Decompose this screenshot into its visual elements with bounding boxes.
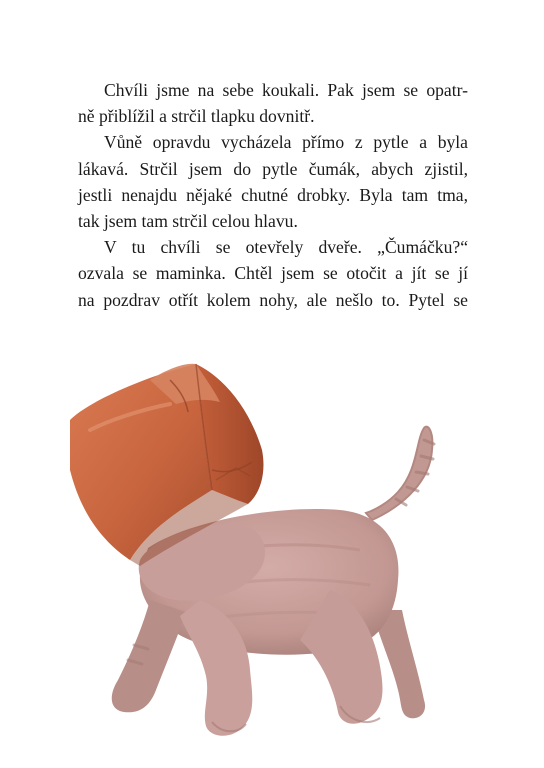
story-text — [78, 77, 468, 313]
story-line: Vůně opravdu vycházela přímo z pytle a byla — [104, 132, 468, 153]
story-line: Chvíli jsme na sebe koukali. Pak jsem se opatr- — [104, 80, 468, 100]
story-line: tak jsem tam strčil celou hlavu. — [78, 210, 298, 231]
story-line: lákavá. Strčil jsem do pytle čumák, abych zjistil, — [78, 158, 468, 179]
kitten-illustration — [0, 330, 544, 768]
story-line: ozvala se maminka. Chtěl jsem se otočit a jít se jí — [78, 263, 468, 284]
kitten-tail — [366, 427, 434, 520]
kitten-front-leg-far — [112, 600, 186, 712]
story-line: ně přiblížil a strčil tlapku dovnitř. — [78, 106, 315, 127]
story-line: V tu chvíli se otevřely dveře. „Čumáčku?“ — [104, 237, 468, 258]
story-line: jestli nenajdu nějaké chutné drobky. Byla tam tma, — [78, 184, 468, 205]
story-line: na pozdrav otřít kolem nohy, ale nešlo to. Pytel se — [78, 289, 468, 310]
